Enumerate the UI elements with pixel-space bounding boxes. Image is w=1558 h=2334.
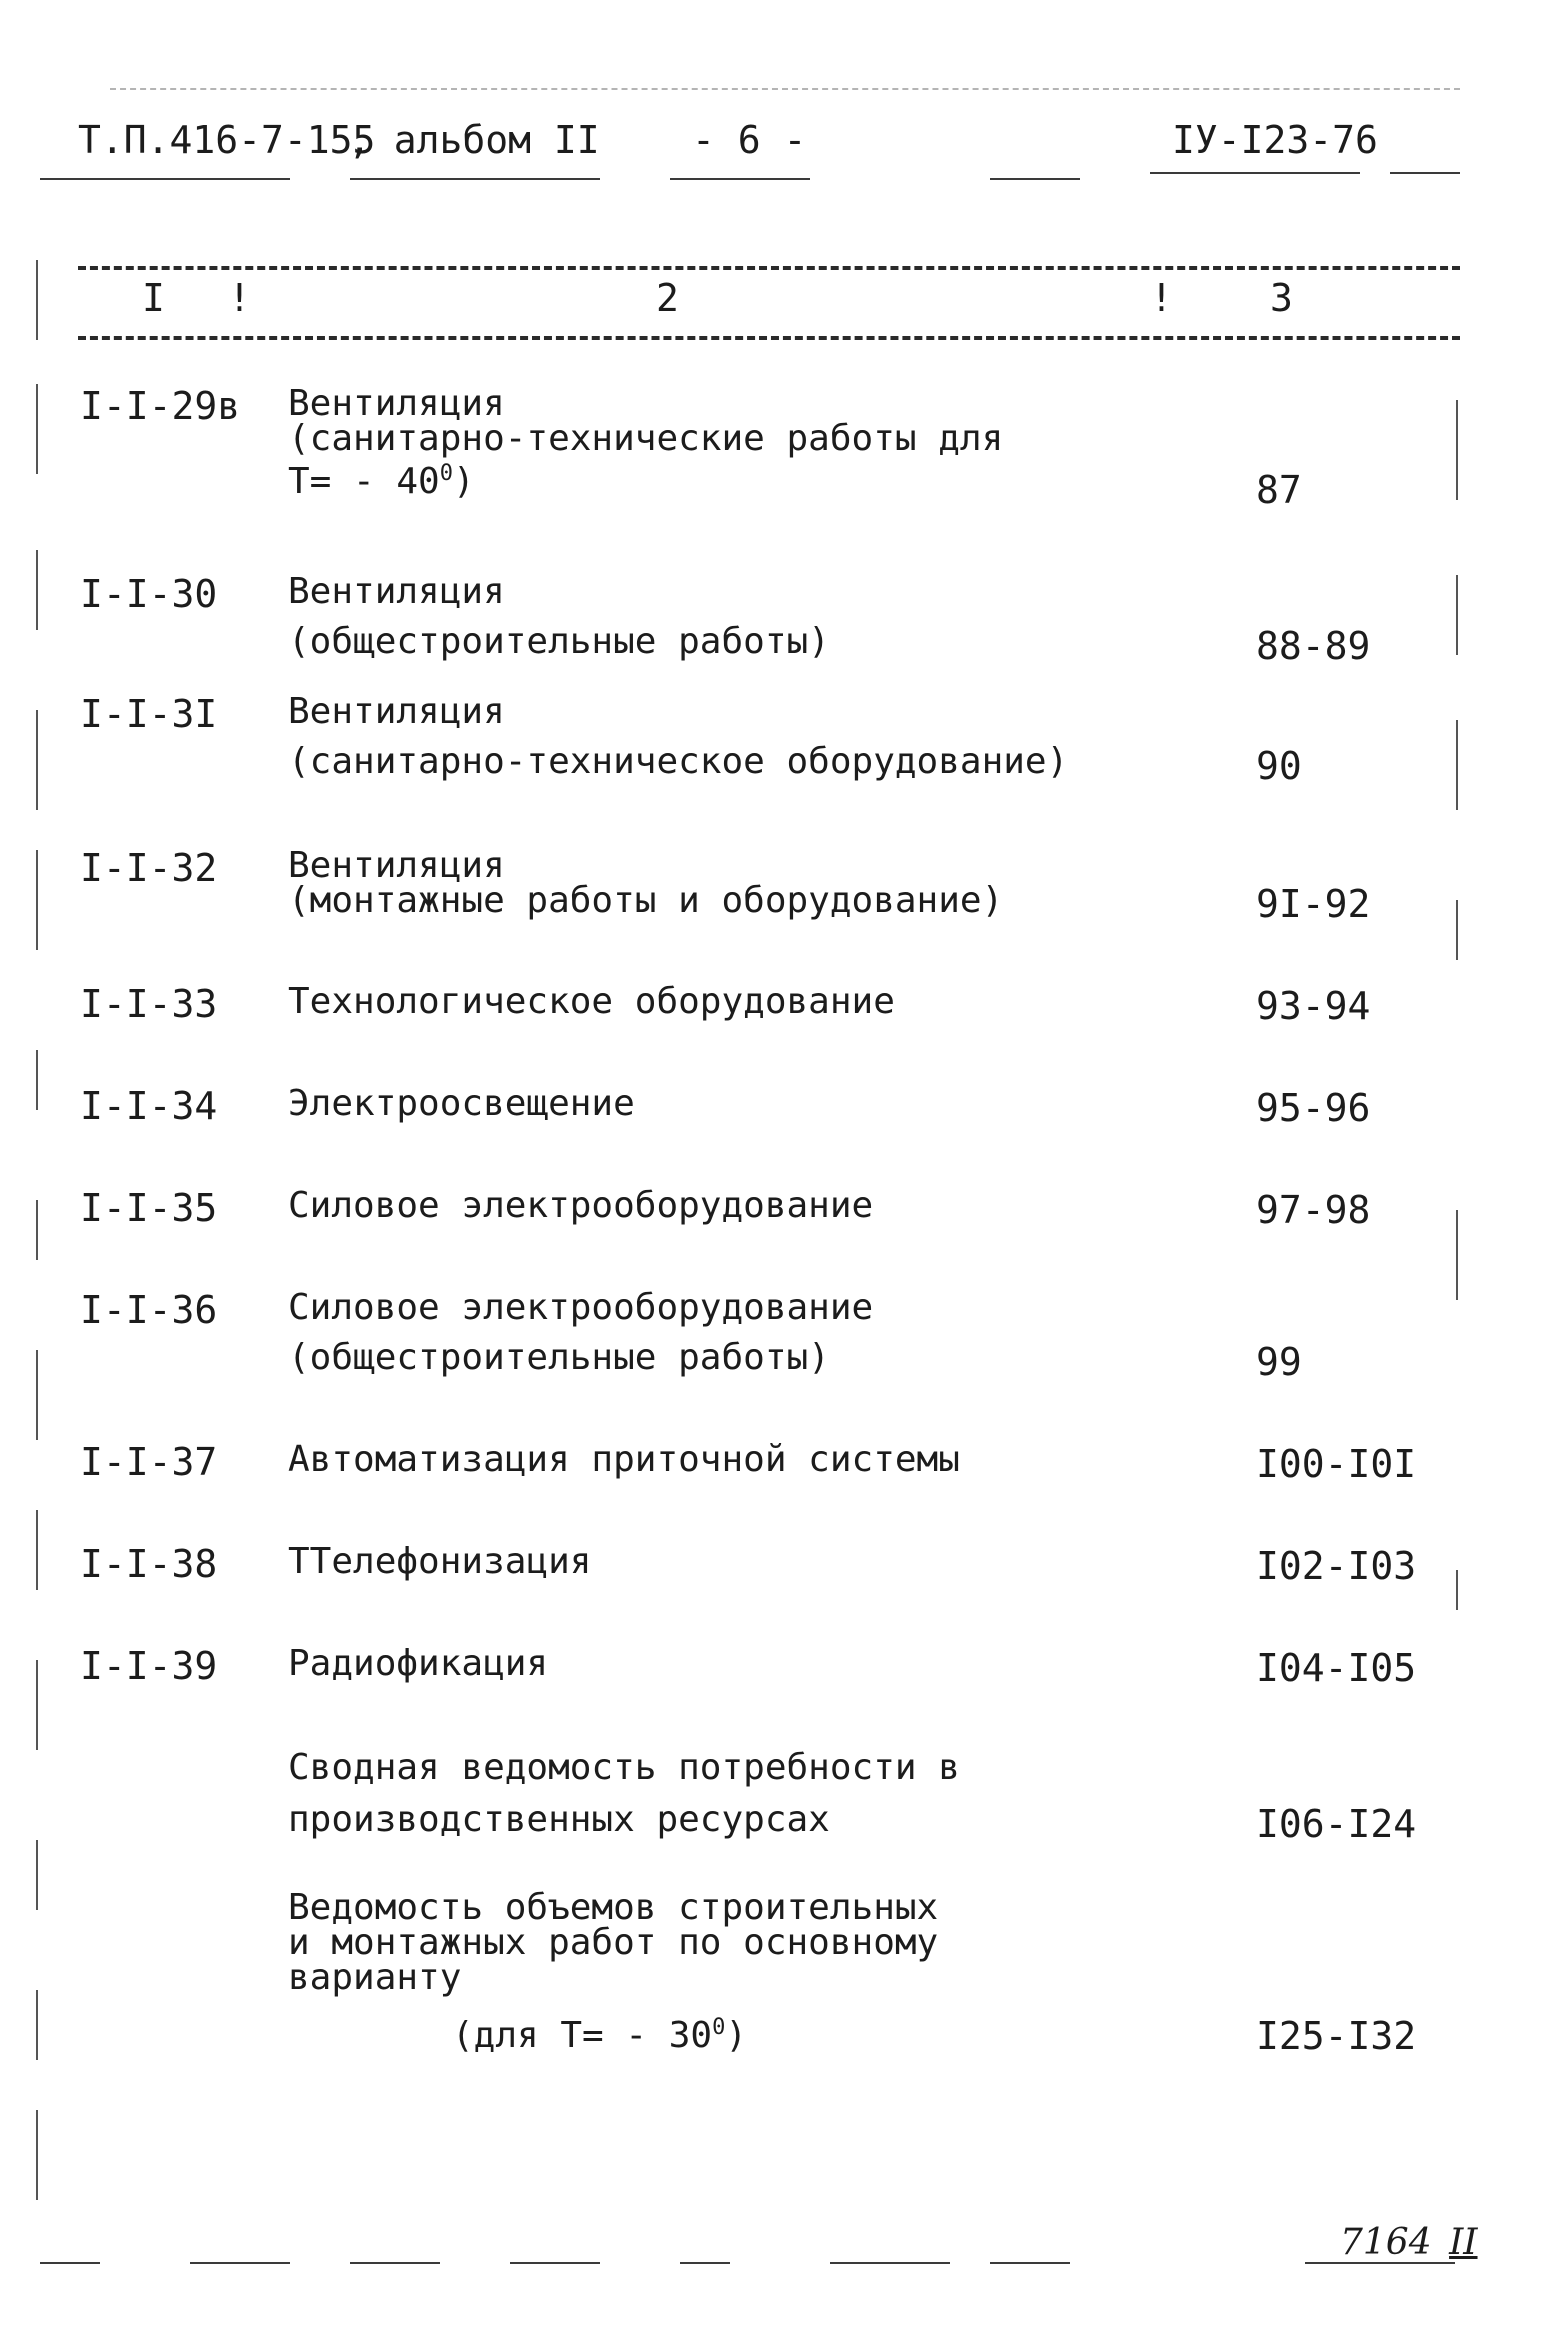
row-description-extra-text: (для Т= - 30 <box>452 2015 713 2056</box>
margin-mark <box>36 1840 38 1910</box>
footer-dash <box>680 2262 730 2264</box>
row-code: I-I-34 <box>80 1084 218 1128</box>
sheet-mark-suffix: II <box>1449 2222 1478 2263</box>
footer-dash <box>510 2262 600 2264</box>
row-description-line1: Радиофикация <box>288 1643 549 1684</box>
row-description-extra <box>452 2010 748 2056</box>
column-separator: ! <box>228 276 251 320</box>
margin-mark <box>1456 720 1458 810</box>
row-description <box>288 383 1004 502</box>
row-description-line1: Силовое электрооборудование <box>288 1185 874 1226</box>
table-header-rule <box>78 336 1460 340</box>
row-pages: 97-98 <box>1256 1188 1371 1232</box>
column-header-2: 2 <box>656 276 679 320</box>
row-pages: I00-I0I <box>1256 1442 1417 1486</box>
margin-mark <box>36 850 38 950</box>
column-header-1: I <box>142 276 165 320</box>
row-description-line1: Вентиляция <box>288 571 505 612</box>
row-description-line2: производственных ресурсах <box>288 1799 830 1840</box>
row-code: I-I-30 <box>80 572 218 616</box>
row-description-line1: Технологическое оборудование <box>288 981 895 1022</box>
row-description-line1: Электроосвещение <box>288 1083 635 1124</box>
project-ref-text: Т.П.416-7-155 <box>78 118 376 162</box>
row-description-line2: (санитарно-техническое оборудование) <box>288 741 1069 782</box>
footer-dash <box>40 2262 100 2264</box>
row-description-tail: ) <box>452 461 475 502</box>
row-pages: I04-I05 <box>1256 1646 1417 1690</box>
row-description-line2: (общестроительные работы) <box>288 621 830 662</box>
degree-superscript: 0 <box>712 2015 726 2040</box>
degree-superscript: 0 <box>439 461 453 486</box>
margin-mark <box>36 710 38 810</box>
row-code: I-I-3I <box>80 692 218 736</box>
sheet-mark <box>1340 2222 1478 2263</box>
margin-mark <box>36 2110 38 2200</box>
row-description-line1: Сводная ведомость потребности в <box>288 1747 960 1788</box>
row-pages: I02-I03 <box>1256 1544 1417 1588</box>
header-underline <box>1390 172 1460 174</box>
row-pages: I06-I24 <box>1256 1802 1417 1846</box>
row-description-line1: Автоматизация приточной системы <box>288 1439 960 1480</box>
row-code: I-I-39 <box>80 1644 218 1688</box>
row-description-line1: Вентиляция <box>288 691 505 732</box>
column-header-3: 3 <box>1270 276 1293 320</box>
footer-dash <box>190 2262 290 2264</box>
margin-mark <box>36 260 38 340</box>
margin-mark <box>36 1350 38 1440</box>
footer-dash <box>350 2262 440 2264</box>
margin-mark <box>1456 1210 1458 1300</box>
album-label: , альбом II <box>348 118 600 162</box>
header-underline <box>1150 172 1360 174</box>
margin-mark <box>36 1990 38 2060</box>
row-pages: 90 <box>1256 744 1302 788</box>
header-underline <box>670 178 810 180</box>
row-code: I-I-35 <box>80 1186 218 1230</box>
scan-artifact-line <box>110 88 1460 90</box>
margin-mark <box>1456 400 1458 500</box>
sheet-mark-number: 7164 <box>1340 2222 1432 2263</box>
row-code: I-I-33 <box>80 982 218 1026</box>
row-code: I-I-37 <box>80 1440 218 1484</box>
table-top-rule <box>78 266 1460 270</box>
row-pages: 93-94 <box>1256 984 1371 1028</box>
row-description-line1: Силовое электрооборудование <box>288 1287 874 1328</box>
row-pages: 99 <box>1256 1340 1302 1384</box>
margin-mark <box>1456 900 1458 960</box>
column-separator: ! <box>1150 276 1173 320</box>
margin-mark <box>36 1510 38 1590</box>
row-description-text: Вентиляция (санитарно-технические работы для Т= - 40 <box>288 383 1004 502</box>
margin-mark <box>36 1200 38 1260</box>
row-description-extra-tail: ) <box>725 2015 748 2056</box>
sheet-mark-underline <box>1305 2262 1455 2264</box>
header-underline <box>990 178 1080 180</box>
row-pages: I25-I32 <box>1256 2014 1417 2058</box>
project-reference <box>78 118 375 162</box>
row-pages: 9I-92 <box>1256 882 1371 926</box>
margin-mark <box>36 550 38 630</box>
margin-mark <box>1456 575 1458 655</box>
margin-mark <box>36 1050 38 1110</box>
row-code: I-I-38 <box>80 1542 218 1586</box>
document-code: IУ-I23-76 <box>1172 118 1378 162</box>
footer-dash <box>830 2262 950 2264</box>
margin-mark <box>36 384 38 474</box>
row-code: I-I-29в <box>80 384 241 428</box>
page-number: - 6 - <box>692 118 807 162</box>
header-underline <box>40 178 290 180</box>
row-code: I-I-32 <box>80 846 218 890</box>
row-pages: 88-89 <box>1256 624 1371 668</box>
margin-mark <box>36 1660 38 1750</box>
row-code: I-I-36 <box>80 1288 218 1332</box>
row-description: Ведомость объемов строительных и монтажных работ по основному варианту <box>288 1887 939 1998</box>
row-pages: 87 <box>1256 468 1302 512</box>
row-description-line2: (общестроительные работы) <box>288 1337 830 1378</box>
row-description: Вентиляция (монтажные работы и оборудование) <box>288 845 1004 921</box>
margin-mark <box>1456 1570 1458 1610</box>
row-pages: 95-96 <box>1256 1086 1371 1130</box>
header-underline <box>350 178 600 180</box>
footer-dash <box>990 2262 1070 2264</box>
row-description-line1: ТТелефонизация <box>288 1541 592 1582</box>
